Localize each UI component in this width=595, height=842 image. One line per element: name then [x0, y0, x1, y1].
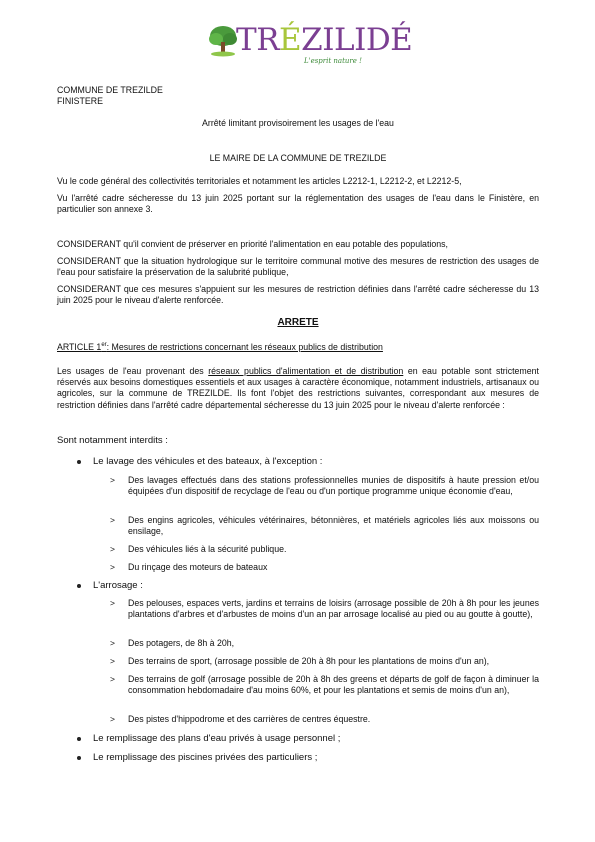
sub-marker: >: [110, 544, 115, 554]
arrosage-item-4: Des terrains de golf (arrosage possible de 20h à 8h des greens et départs de golf de façon à diminuer la consommation hebdomadaire d'au moins 60%, et pour les plantations et semis de moins d'un an),: [128, 674, 539, 696]
sub-marker: >: [110, 598, 115, 608]
bullet-lavage: Le lavage des véhicules et des bateaux, à l'exception :: [93, 456, 323, 467]
lavage-item-1: Des lavages effectués dans des stations professionnelles munies de dispositifs à haute pression et/ou équipées d'un dispositif de recyclage de l'eau ou d'un portique programme unique économie d'eau,: [128, 475, 539, 497]
bullet-dot: [77, 584, 81, 588]
commune-name: COMMUNE DE TREZILDE: [57, 85, 163, 95]
tree-icon: [206, 24, 240, 58]
arrete-heading: ARRETE: [277, 317, 319, 328]
considerant-3: CONSIDERANT que ces mesures s'appuient sur les mesures de restriction définies dans l'arrêté cadre sécheresse du 13 juin 2025 pour le niveau d'alerte renforcée.: [57, 284, 539, 306]
bullet-dot: [77, 460, 81, 464]
trezilide-logo: [206, 20, 413, 72]
lavage-item-4: Du rinçage des moteurs de bateaux: [128, 562, 268, 572]
arrosage-item-2: Des potagers, de 8h à 20h,: [128, 638, 235, 648]
document-subject: Arrêté limitant provisoirement les usages de l'eau: [202, 118, 394, 128]
sub-marker: >: [110, 656, 115, 666]
sub-marker: >: [110, 475, 115, 485]
logo-wordmark: TRÉZILIDÉ: [236, 22, 413, 58]
interdits-label: Sont notamment interdits :: [57, 435, 168, 446]
sub-marker: >: [110, 515, 115, 525]
lavage-item-2: Des engins agricoles, véhicules vétérinaires, bétonnières, et matériels agricoles liés aux moissons ou ensilage,: [128, 515, 539, 537]
bullet-dot: [77, 756, 81, 760]
bullet-piscines: Le remplissage des piscines privées des particuliers ;: [93, 752, 318, 763]
sub-marker: >: [110, 562, 115, 572]
considerant-2: CONSIDERANT que la situation hydrologique sur le territoire communal motive des mesures de restriction des usages de l'eau pour satisfaire la préservation de la salubrité publique,: [57, 256, 539, 278]
sub-marker: >: [110, 674, 115, 684]
logo-tagline: L'esprit nature !: [304, 57, 362, 65]
bullet-dot: [77, 737, 81, 741]
article-1-heading: ARTICLE 1er: Mesures de restrictions concernant les réseaux publics de distribution: [57, 341, 383, 352]
bullet-plans-eau: Le remplissage des plans d'eau privés à usage personnel ;: [93, 733, 341, 744]
arrosage-item-1: Des pelouses, espaces verts, jardins et terrains de loisirs (arrosage possible de 20h à 8h pour les jeunes plantations d'arbres et d'arbustes de moins d'un an par arrosage localisé au pied ou au goutte à goutte),: [128, 598, 539, 620]
reseaux-publics-link-text: réseaux publics d'alimentation et de distribution: [208, 366, 404, 376]
considerant-1: CONSIDERANT qu'il convient de préserver en priorité l'alimentation en eau potable des populations,: [57, 239, 448, 249]
vu-paragraph-2: Vu l'arrêté cadre sécheresse du 13 juin 2025 portant sur la réglementation des usages de l'eau dans le Finistère, en particulier son annexe 3.: [57, 193, 539, 215]
sub-marker: >: [110, 714, 115, 724]
vu-paragraph-1: Vu le code général des collectivités territoriales et notamment les articles L2212-1, L2212-2, et L2212-5,: [57, 176, 462, 186]
arrosage-item-3: Des terrains de sport, (arrosage possible de 20h à 8h pour les plantations de moins d'un an),: [128, 656, 490, 666]
article-1-paragraph: Les usages de l'eau provenant des réseaux publics d'alimentation et de distribution en eau potable sont strictement réservés aux besoins domestiques essentiels et aux usages à caractère économique, notamment industriels, artisanaux ou agricoles, sur la commune de TREZILDE. Ils font l'objet des restrictions suivantes, correspondant aux mesures de restriction définies dans l'arrêté cadre départemental sécheresse du 13 juin 2025 pour le niveau d'alerte renforcée :: [57, 366, 539, 410]
arrosage-item-5: Des pistes d'hippodrome et des carrières de centres équestre.: [128, 714, 371, 724]
bullet-arrosage: L'arrosage :: [93, 580, 143, 591]
department-name: FINISTERE: [57, 96, 103, 106]
sub-marker: >: [110, 638, 115, 648]
authority-title: LE MAIRE DE LA COMMUNE DE TREZILDE: [209, 153, 387, 163]
lavage-item-3: Des véhicules liés à la sécurité publique.: [128, 544, 287, 554]
